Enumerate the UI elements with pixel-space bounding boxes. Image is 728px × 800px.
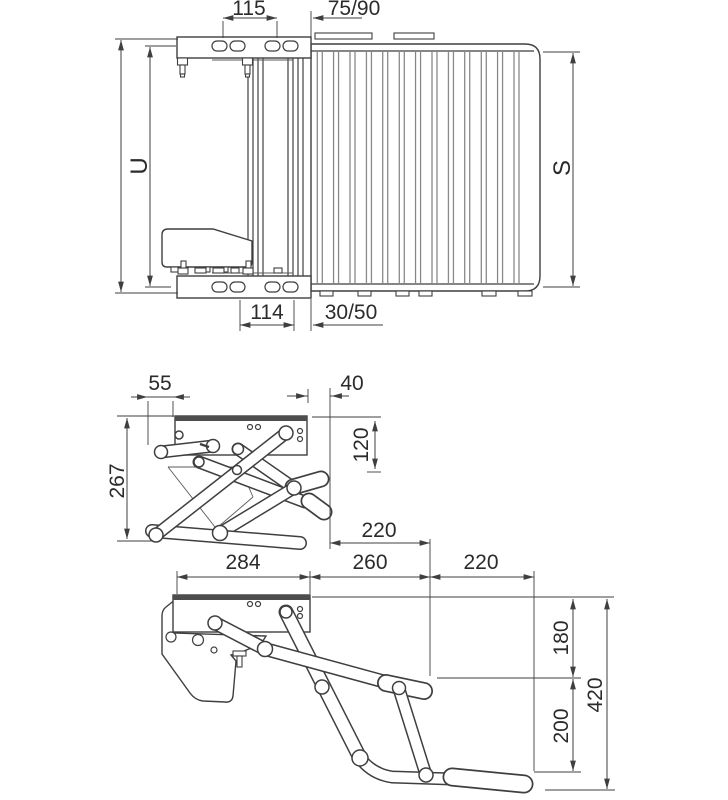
tread-top-strip <box>315 33 372 39</box>
tread-bottom-tab <box>358 291 371 296</box>
dim-label-267: 267 <box>106 463 129 499</box>
latch-pin <box>237 656 242 667</box>
plate-hole <box>256 602 261 607</box>
folded-side-view <box>106 372 430 549</box>
mounting-slot <box>265 41 280 51</box>
dim-label-200: 200 <box>550 708 573 744</box>
tread-bottom-tab <box>482 291 496 296</box>
dim-label-220: 220 <box>463 551 499 574</box>
bracket-hole <box>211 647 217 653</box>
dim-bottom-slot-spacing <box>240 300 294 331</box>
dim-label-284: 284 <box>225 551 261 574</box>
bracket-tab <box>213 268 224 273</box>
dim-label-S: S <box>549 159 576 177</box>
bracket-hole <box>166 632 176 642</box>
dim-label-260: 260 <box>352 551 388 574</box>
bracket-tab <box>195 268 206 273</box>
tread-top-strip <box>394 33 434 39</box>
plate-hole <box>256 425 261 430</box>
mounting-slot <box>283 41 298 51</box>
dim-width-S <box>543 52 580 287</box>
dim-label-180: 180 <box>550 620 573 656</box>
tread-bottom-tab <box>419 291 432 296</box>
dim-label-114: 114 <box>250 301 284 324</box>
dim-label-120: 120 <box>350 427 373 463</box>
mounting-slot <box>283 282 298 292</box>
motor-housing <box>162 229 252 267</box>
mounting-slot <box>230 282 245 292</box>
plate-hole <box>298 614 303 619</box>
tread-bottom-tab <box>320 291 333 296</box>
tread-bottom-tab <box>396 291 409 296</box>
dim-label-30-50: 30/50 <box>324 301 378 324</box>
bracket-tab <box>274 268 282 273</box>
plate-hole <box>298 429 303 434</box>
dim-label-55: 55 <box>148 372 172 395</box>
bracket-tab <box>231 268 239 273</box>
dim-label-40: 40 <box>340 372 364 395</box>
mount-plate-top-edge <box>175 416 307 421</box>
mounting-slot <box>265 282 280 292</box>
dim-bottom-adjust-range <box>311 299 383 331</box>
mount-plate-top-edge <box>173 595 310 600</box>
bracket-hole <box>193 635 204 646</box>
dim-nose-to-step-run <box>330 519 430 543</box>
dim-bracket-drop <box>312 417 381 472</box>
dim-label-115: 115 <box>232 0 266 20</box>
mounting-bolt <box>243 58 253 77</box>
tread-bottom-tab <box>518 291 532 296</box>
mounting-slot <box>230 41 245 51</box>
plan-view <box>115 0 580 331</box>
mounting-slot <box>212 282 227 292</box>
dim-label-75-90: 75/90 <box>327 0 381 20</box>
dim-top-slot-spacing <box>223 0 277 38</box>
tread-ribs <box>316 52 529 283</box>
latch-pin <box>233 651 246 656</box>
mounting-bolt <box>178 58 188 77</box>
plate-hole <box>298 607 303 612</box>
plate-hole <box>298 437 303 442</box>
dim-label-U: U <box>126 157 153 175</box>
dim-label-420: 420 <box>584 677 607 713</box>
dim-top-adjust-range <box>311 0 380 38</box>
extended-side-view <box>162 539 615 790</box>
dim-label-220-upper: 220 <box>361 519 397 542</box>
plate-hole <box>248 425 253 430</box>
plate-hole <box>248 602 253 607</box>
mounting-slot <box>212 41 227 51</box>
